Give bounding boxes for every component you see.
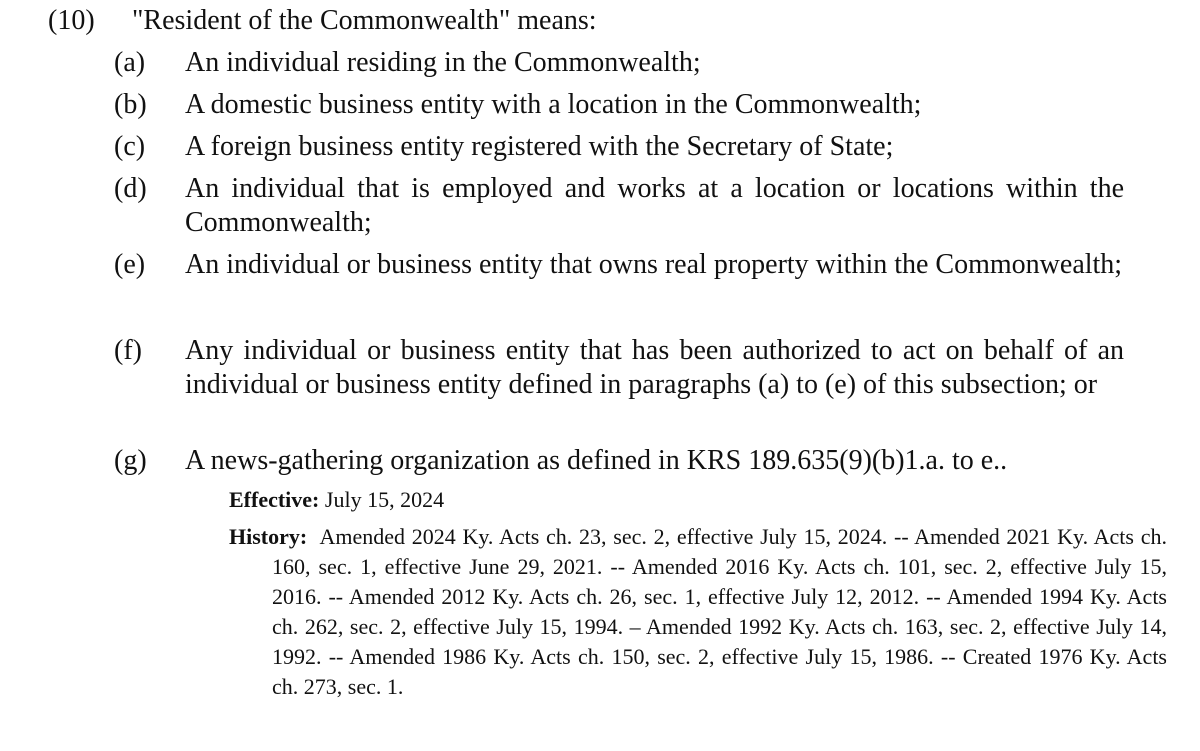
item-text: A foreign business entity registered with the Secretary of State; — [185, 131, 894, 162]
item-letter: (f) — [114, 335, 142, 366]
item-text: A domestic business entity with a location in the Commonwealth; — [185, 89, 922, 120]
item-text: An individual residing in the Commonwealth; — [185, 47, 701, 78]
history-text: Amended 2024 Ky. Acts ch. 23, sec. 2, effective July 15, 2024. -- Amended 2021 Ky. Acts ch. 160, sec. 1, effective June 29, 2021. -- Amended 2016 Ky. Acts ch. 101, sec. 2, effective July 15, 2016. -- Amended 2012 Ky. Acts ch. 26, sec. 1, effective July 12, 2012. -- Amended 1994 Ky. Acts ch. 262, sec. 2, effective July 15, 1994. – Amended 1992 Ky. Acts ch. 163, sec. 2, effective July 14, 1992. -- Amended 1986 Ky. Acts ch. 150, sec. 2, effective July 15, 1986. -- Created 1976 Ky. Acts ch. 273, sec. 1. — [272, 524, 1167, 699]
list-item-g — [114, 444, 1124, 478]
list-item-d — [114, 172, 1124, 240]
definition-title: "Resident of the Commonwealth" means: — [132, 5, 597, 36]
list-item-c — [114, 130, 1124, 164]
history-label: History: — [229, 524, 308, 549]
history-block — [229, 522, 1167, 702]
item-text: An individual that is employed and works at a location or locations within the Commonwealth; — [185, 173, 1124, 238]
item-letter: (a) — [114, 47, 146, 78]
item-text: Any individual or business entity that has been authorized to act on behalf of an individual or business entity defined in paragraphs (a) to (e) of this subsection; or — [185, 335, 1124, 400]
item-text: An individual or business entity that owns real property within the Commonwealth; — [185, 249, 1123, 280]
item-text: A news-gathering organization as defined in KRS 189.635(9)(b)1.a. to e.. — [185, 445, 1008, 476]
item-letter: (g) — [114, 445, 147, 476]
list-item-e — [114, 248, 1124, 282]
list-item-a — [114, 46, 1124, 80]
item-letter: (b) — [114, 89, 147, 120]
definition-number: (10) — [48, 5, 95, 36]
item-letter: (d) — [114, 173, 147, 204]
effective-line — [229, 485, 1124, 515]
definition-heading — [48, 4, 597, 38]
effective-label: Effective: — [229, 487, 320, 512]
list-item-f — [114, 334, 1124, 402]
effective-date: July 15, 2024 — [324, 487, 445, 512]
item-letter: (c) — [114, 131, 146, 162]
list-item-b — [114, 88, 1124, 122]
item-letter: (e) — [114, 249, 146, 280]
